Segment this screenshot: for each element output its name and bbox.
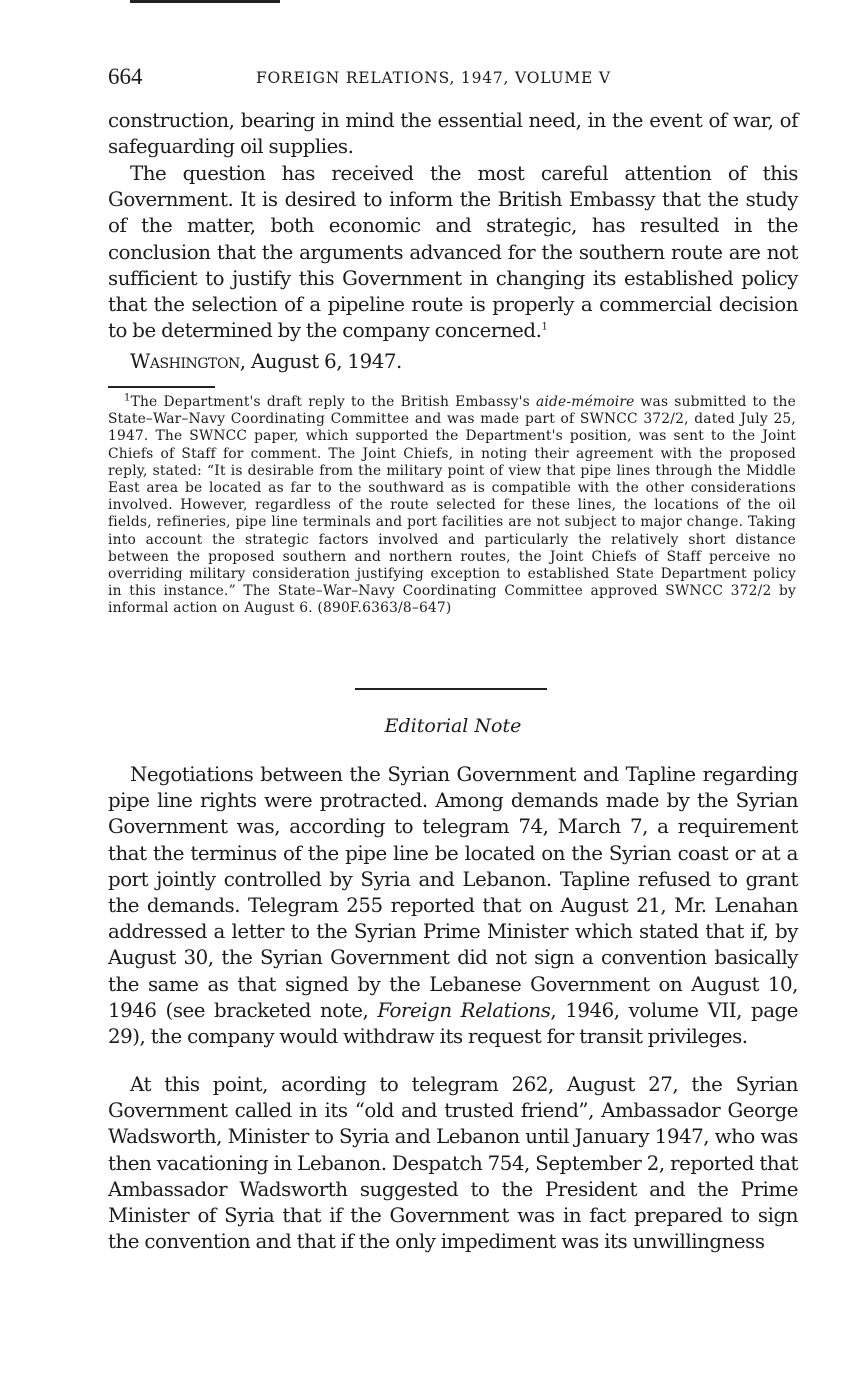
page-header <box>108 62 798 92</box>
continued-paragraph: construction, bearing in mind the essential need, in the event of war, of safeguarding oil supplies. <box>108 109 798 159</box>
page-number: 664 <box>108 64 143 89</box>
footnote-italic-term: aide-mémoire <box>535 394 635 410</box>
editorial-p1-italic: Foreign Relations <box>377 998 551 1022</box>
footnote-text-start: The Department's draft reply to the British Embassy's <box>130 394 536 410</box>
footnote-reference[interactable]: 1 <box>541 321 548 333</box>
running-head: FOREIGN RELATIONS, 1947, VOLUME V <box>256 69 611 87</box>
editorial-p1-text: Negotiations between the Syrian Government and Tapline regarding pipe line rights were protracted. Among demands made by the Syrian Government was, according to telegram 74, March 7, a requirement that the terminus of the pipe line be located on the Syrian coast or at a port jointly controlled by Syria and Lebanon. Tapline refused to grant the demands. Telegram 255 reported that on August 21, Mr. Lenahan addressed a letter to the Syrian Prime Minister which stated that if, by August 30, the Syrian Government did not sign a convention basically the same as that signed by the Lebanese Government on August 10, 1946 (see bracketed note, <box>108 763 798 1022</box>
footnote <box>108 394 796 618</box>
editorial-p1-text-end: , 1946, volume VII, page 29), the company would withdraw its request for transit privileges. <box>108 998 799 1049</box>
section-title: Editorial Note <box>384 715 522 737</box>
footnote-text-rest: was submitted to the State–War–Navy Coordinating Committee and was made part of SWNCC 372/2, dated July 25, 1947. The SWNCC paper, which supported the Department's position, was sent to the Joint Chiefs of Staff for comment. The Joint Chiefs, in noting their agreement with the proposed reply, stated: “It is desirable from the military point of view that pipe lines through the Middle East area be located as far to the southward as is compatible with the other considerations involved. However, regardless of the route selected for these lines, the locations of the oil fields, refineries, pipe line terminals and port facilities are not subject to major change. Taking into account the strategic factors involved and particularly the relatively short distance between the proposed southern and northern routes, the Joint Chiefs of Staff perceive no overriding military consideration justifying exception to established State Department policy in this instance.” The State–War–Navy Coordinating Committee approved SWNCC 372/2 by informal action on August 6. (890F.6363/8–647) <box>108 394 797 617</box>
signature-line <box>108 349 798 375</box>
section-divider <box>355 688 547 690</box>
editorial-paragraph-2: At this point, acording to telegram 262, August 27, the Syrian Government called in its “old and trusted friend”, Ambassador George Wadsworth, Minister to Syria and Lebanon until January 1947, who was then vacationing in Lebanon. Despatch 754, September 2, reported that Ambassador Wadsworth suggested to the President and the Prime Minister of Syria that if the Government was in fact prepared to sign the convention and that if the only impediment was its unwillingness <box>108 1073 798 1254</box>
footnote-marker: 1 <box>124 392 131 404</box>
signature-place: Washington <box>130 350 240 373</box>
government-position-text: The question has received the most careful attention of this Government. It is desired to inform the British Embassy that the study of the matter, both economic and strategic, has resulted in the conclusion that the arguments advanced for the southern route are not sufficient to justify this Government in changing its established policy that the selection of a pipeline route is properly a commercial decision to be determined by the company concerned. <box>108 162 798 343</box>
editorial-paragraph-1 <box>108 762 798 1050</box>
government-position-paragraph <box>108 161 798 344</box>
footnote-rule <box>108 386 215 388</box>
signature-date: , August 6, 1947. <box>239 350 402 373</box>
top-edge-rule <box>130 0 280 3</box>
